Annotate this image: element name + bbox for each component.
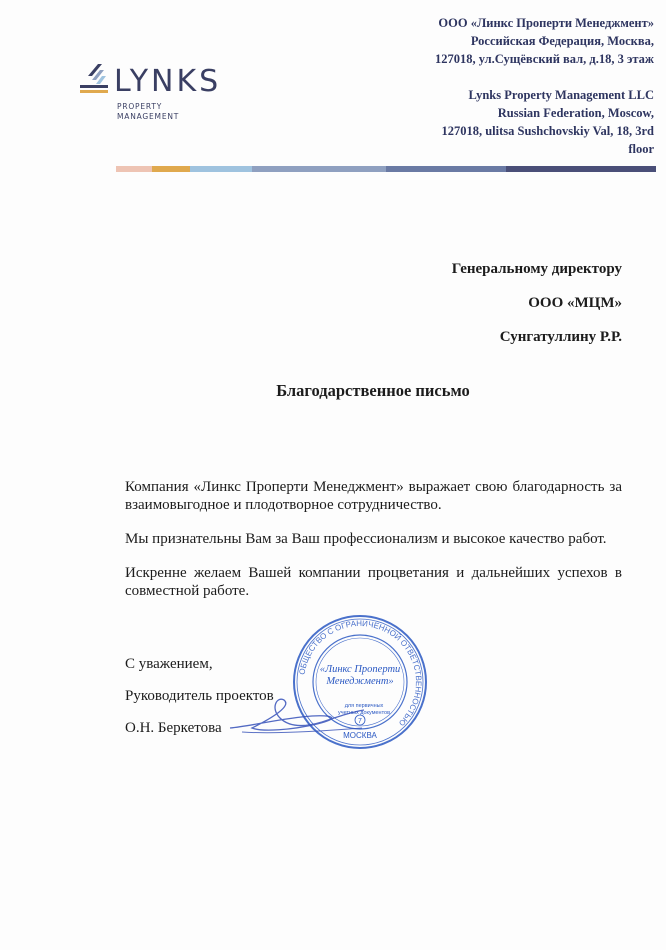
company-logo <box>78 62 248 122</box>
strip-segment <box>152 166 190 172</box>
address-ru <box>344 14 654 68</box>
recipient-line1: Генеральному директору <box>451 261 622 277</box>
handwritten-signature <box>222 688 372 748</box>
stamp-city: МОСКВА <box>343 731 377 740</box>
address-en-line1: Lynks Property Management LLC <box>468 88 654 102</box>
recipient-line2: ООО «МЦМ» <box>528 295 622 311</box>
address-en-line2: Russian Federation, Moscow, <box>497 106 654 120</box>
stamp-ring-text: ОБЩЕСТВО С ОГРАНИЧЕННОЙ ОТВЕТСТВЕННОСТЬЮ <box>297 618 424 728</box>
stamp-small-line1: для первичных <box>344 703 384 709</box>
address-ru-line2: Российская Федерация, Москва, <box>470 34 654 48</box>
logo-subtitle-line2: MANAGEMENT <box>117 112 180 121</box>
letter-title: Благодарственное письмо <box>276 381 470 400</box>
logo-subtitle <box>117 102 197 122</box>
strip-segment <box>386 166 506 172</box>
strip-segment <box>252 166 386 172</box>
letter-body <box>125 478 622 616</box>
address-en-line4: floor <box>628 142 654 156</box>
address-en <box>344 86 654 158</box>
sender-address <box>344 14 654 158</box>
address-en-line3: 127018, ulitsa Sushchovskiy Val, 18, 3rd <box>441 124 654 138</box>
stamp-number: 7 <box>358 718 362 725</box>
strip-segment <box>190 166 252 172</box>
header-color-strip <box>116 166 656 172</box>
stamp-center-line1: «Линкс Проперти <box>319 664 401 675</box>
body-paragraph-3: Искренне желаем Вашей компании процветания и дальнейших успехов в совместной работе. <box>125 565 622 599</box>
logo-mark-icon <box>78 62 112 96</box>
recipient-line3: Сунгатуллину Р.Р. <box>499 329 622 345</box>
signoff-regards: С уважением, <box>125 656 213 672</box>
signoff-position: Руководитель проектов <box>125 688 274 704</box>
stamp-small-line2: учетных документов <box>337 710 391 716</box>
body-paragraph-2: Мы признательны Вам за Ваш профессионализм и высокое качество работ. <box>125 531 607 547</box>
address-ru-line1: ООО «Линкс Проперти Менеджмент» <box>438 16 654 30</box>
logo-wordmark: LYNKS <box>114 64 222 99</box>
body-paragraph-1: Компания «Линкс Проперти Менеджмент» выражает свою благодарность за взаимовыгодное и плодотворное сотрудничество. <box>125 479 622 513</box>
recipient-block <box>452 252 622 354</box>
address-ru-line3: 127018, ул.Сущёвский вал, д.18, 3 этаж <box>434 52 654 66</box>
stamp-center-line2: Менеджмент» <box>326 676 394 687</box>
signoff-name: О.Н. Беркетова <box>125 720 222 736</box>
strip-segment <box>116 166 152 172</box>
logo-subtitle-line1: PROPERTY <box>117 102 163 111</box>
strip-segment <box>506 166 656 172</box>
